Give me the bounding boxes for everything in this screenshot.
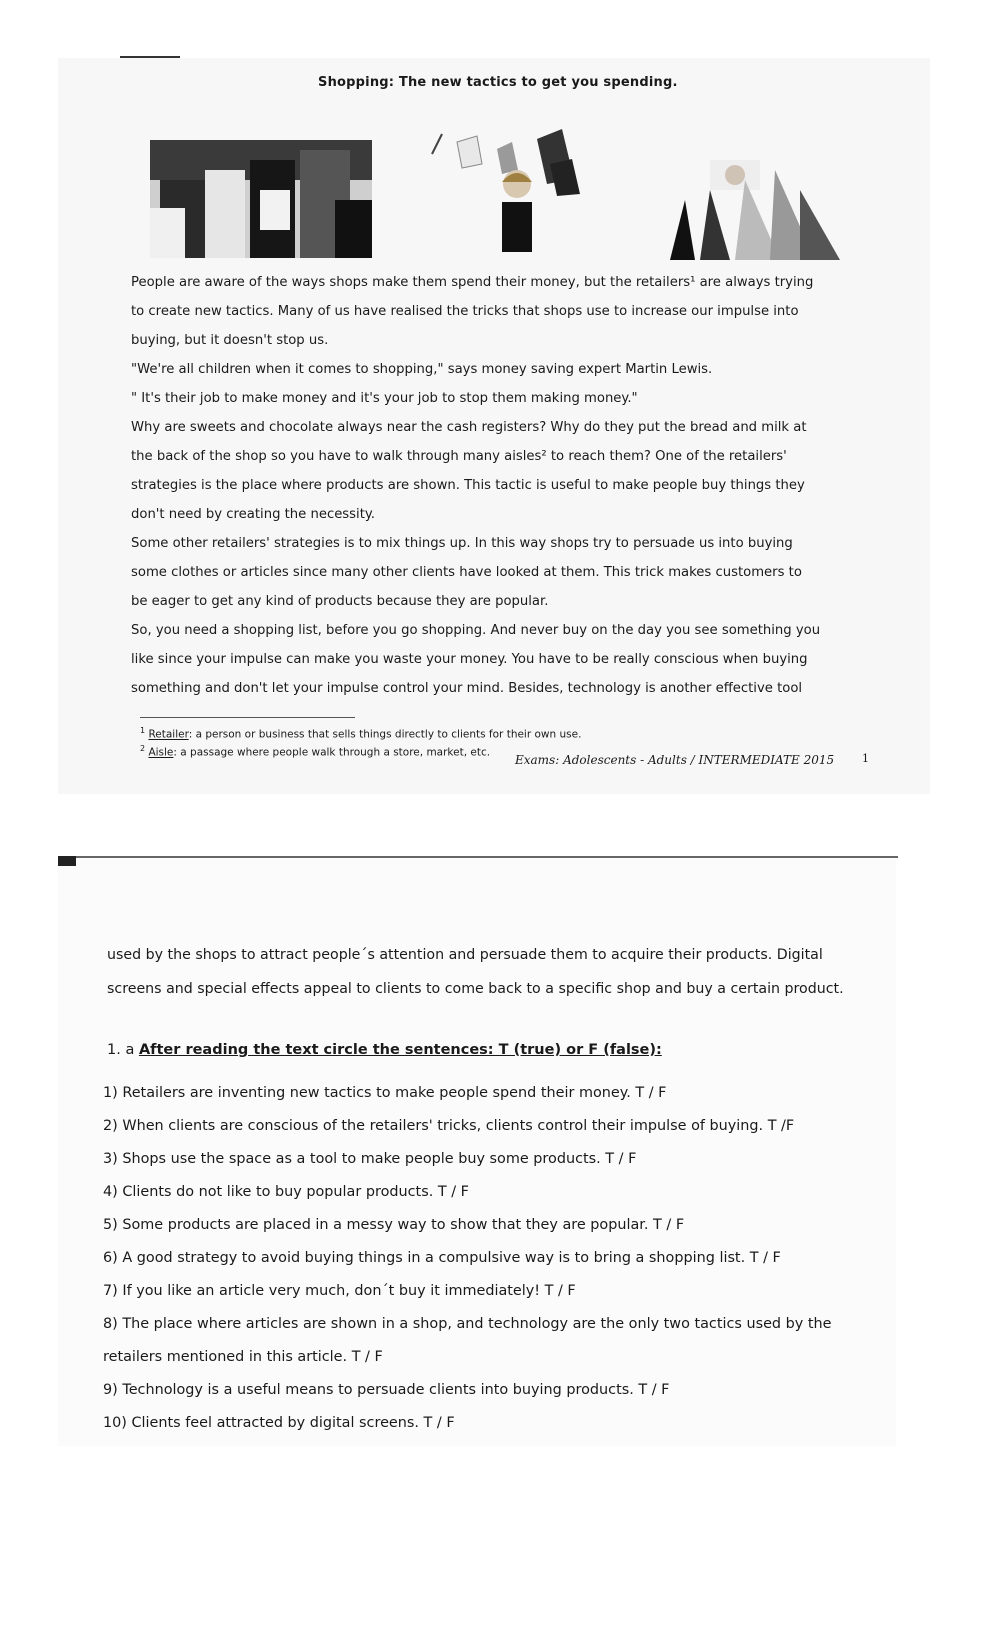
footnote-mark: 1: [140, 726, 146, 735]
woman-holding-shopping-bags-photo: [422, 124, 592, 254]
question-item: 7) If you like an article very much, don´t buy it immediately! T / F: [103, 1283, 576, 1299]
question-item: 10) Clients feel attracted by digital screens. T / F: [103, 1415, 455, 1431]
question-item: retailers mentioned in this article. T / F: [103, 1349, 383, 1365]
question-item: 3) Shops use the space as a tool to make people buy some products. T / F: [103, 1151, 637, 1167]
text-line: to create new tactics. Many of us have realised the tricks that shops use to increase our impulse into: [131, 304, 799, 319]
text-line: "We're all children when it comes to shopping," says money saving expert Martin Lewis.: [131, 362, 713, 377]
footnote-term: Aisle: [148, 746, 174, 759]
shopping-bags-photo: [650, 130, 850, 260]
question-item: 9) Technology is a useful means to persuade clients into buying products. T / F: [103, 1382, 670, 1398]
text-line: strategies is the place where products are shown. This tactic is useful to make people buy things they: [131, 478, 805, 493]
text-line: used by the shops to attract people´s attention and persuade them to acquire their products. Digital: [107, 947, 823, 963]
footnote-mark: 2: [140, 744, 146, 753]
question-item: 6) A good strategy to avoid buying things in a compulsive way is to bring a shopping list. T / F: [103, 1250, 781, 1266]
scan-edge-mark: [58, 856, 898, 858]
page-number: 1: [862, 752, 869, 765]
text-line: something and don't let your impulse control your mind. Besides, technology is another effective tool: [131, 681, 803, 696]
text-line: buying, but it doesn't stop us.: [131, 333, 329, 348]
scan-edge-corner: [58, 856, 76, 866]
exercise-number: 1. a: [107, 1042, 135, 1058]
shoppers-street-photo: [150, 140, 372, 258]
text-line: some clothes or articles since many other clients have looked at them. This trick makes customers to: [131, 565, 802, 580]
article-body-page-1: [131, 268, 863, 703]
text-line: don't need by creating the necessity.: [131, 507, 375, 522]
question-item: 2) When clients are conscious of the retailers' tricks, clients control their impulse of buying. T /F: [103, 1118, 795, 1134]
footnote-definition: : a person or business that sells things directly to clients for their own use.: [188, 728, 582, 741]
exercise-instruction: After reading the text circle the sentences: T (true) or F (false):: [138, 1042, 662, 1058]
text-line: be eager to get any kind of products because they are popular.: [131, 594, 549, 609]
scan-edge-mark: [120, 56, 180, 58]
footnote-rule: [140, 717, 355, 718]
text-line: So, you need a shopping list, before you go shopping. And never buy on the day you see something you: [131, 623, 821, 638]
article-photo-strip: [150, 140, 850, 258]
text-line: People are aware of the ways shops make them spend their money, but the retailers¹ are always trying: [131, 275, 814, 290]
true-false-question-list: [103, 1077, 873, 1440]
exercise-heading: [107, 1042, 662, 1058]
text-line: screens and special effects appeal to clients to come back to a specific shop and buy a certain product.: [107, 981, 844, 997]
text-line: the back of the shop so you have to walk through many aisles² to reach them? One of the retailers': [131, 449, 787, 464]
exam-label: Exams: Adolescents - Adults / INTERMEDIATE 2015: [515, 753, 835, 767]
question-item: 5) Some products are placed in a messy way to show that they are popular. T / F: [103, 1217, 685, 1233]
footnote-term: Retailer: [148, 728, 189, 741]
question-item: 4) Clients do not like to buy popular products. T / F: [103, 1184, 469, 1200]
text-line: like since your impulse can make you waste your money. You have to be really conscious when buying: [131, 652, 808, 667]
footnote-aisle: [140, 744, 490, 759]
footnote-definition: : a passage where people walk through a store, market, etc.: [173, 746, 491, 759]
footnote-retailer: [140, 726, 581, 741]
question-item: 8) The place where articles are shown in a shop, and technology are the only two tactics used by the: [103, 1316, 832, 1332]
text-line: Why are sweets and chocolate always near the cash registers? Why do they put the bread and milk at: [131, 420, 807, 435]
text-line: Some other retailers' strategies is to mix things up. In this way shops try to persuade us into buying: [131, 536, 793, 551]
text-line: " It's their job to make money and it's your job to stop them making money.": [131, 391, 638, 406]
article-title: Shopping: The new tactics to get you spending.: [318, 75, 678, 90]
question-item: 1) Retailers are inventing new tactics to make people spend their money. T / F: [103, 1085, 667, 1101]
article-body-page-2: [107, 938, 867, 1006]
